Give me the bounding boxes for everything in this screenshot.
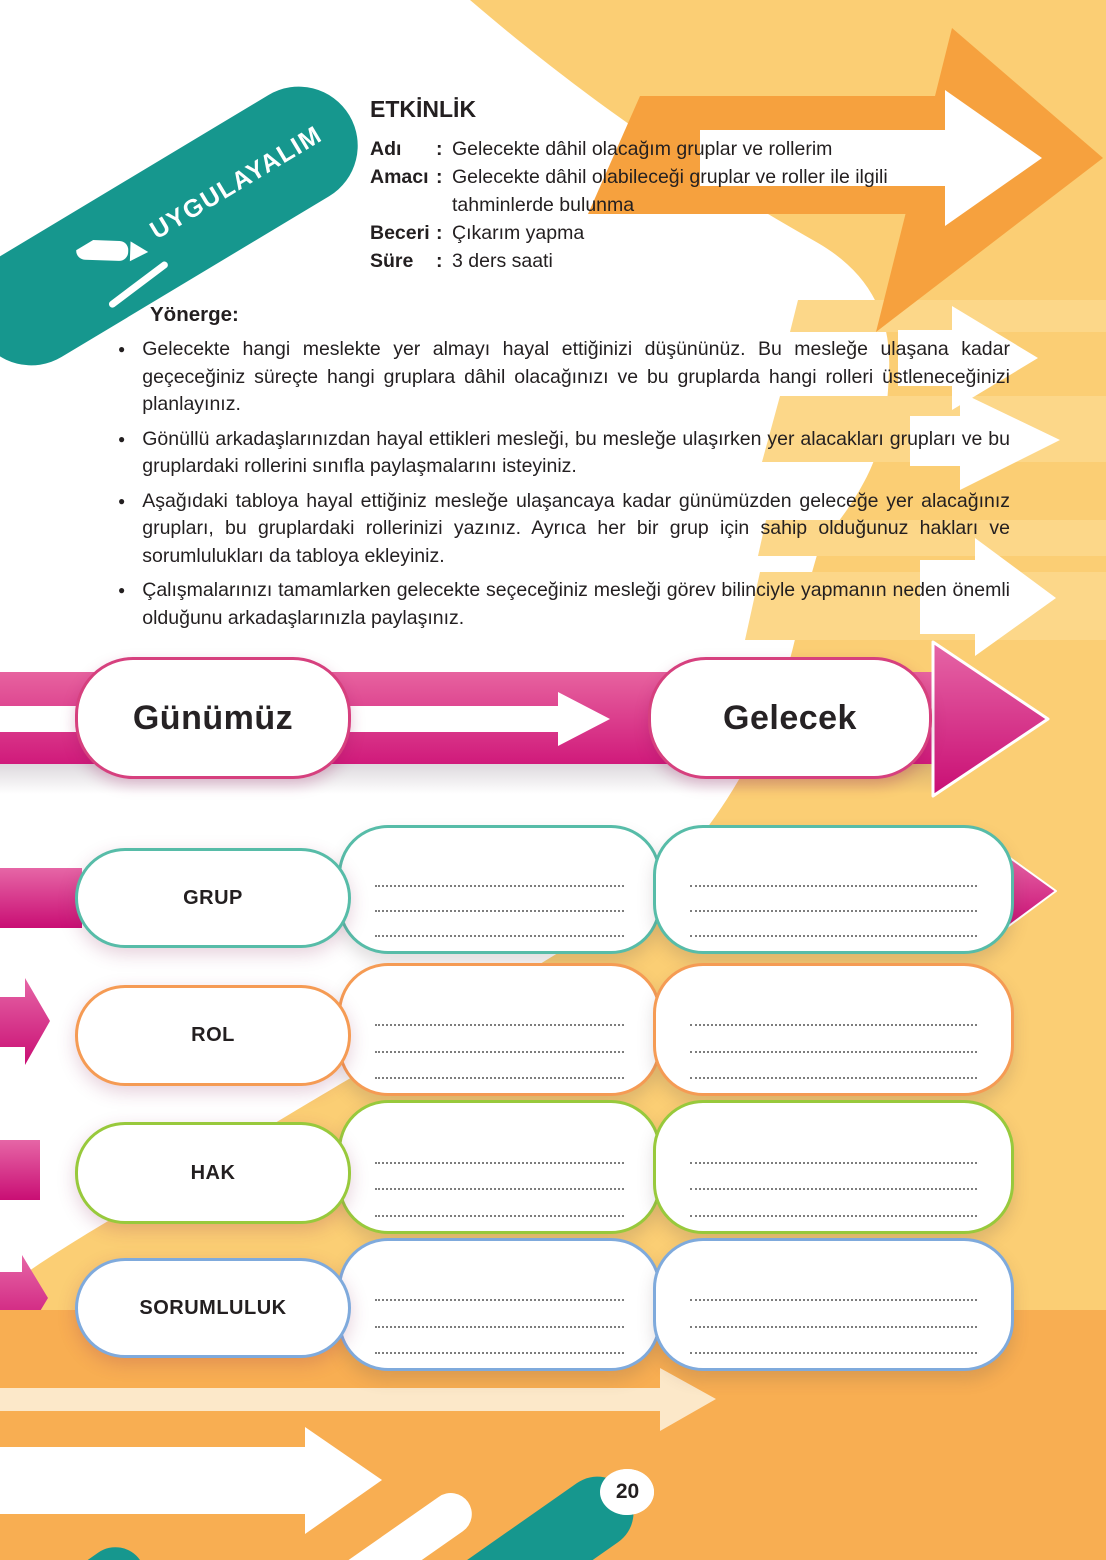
pink-stub xyxy=(0,868,82,928)
field-value: Çıkarım yapma xyxy=(452,222,585,244)
bullet-text: Gönüllü arkadaşlarınızdan hayal ettikleri mesleği, bu mesleğe ulaşırken yer alacakları grupları ve bu gruplardaki rollerini sınıfla paylaşmalarını isteyiniz. xyxy=(142,427,1010,477)
field-label: Beceri xyxy=(370,222,430,244)
dotted-line xyxy=(690,1275,977,1301)
bullet-text: Aşağıdaki tabloya hayal ettiğiniz mesleğe ulaşancaya kadar günümüzden geleceğe yer alacağınız grupları, bu gruplardaki rollerinizi yazınız. Ayrıca her bir grup için sahip olduğunuz hakları ve sorumlulukları da tabloya ekleyiniz. xyxy=(142,489,1010,567)
activity-field-duration xyxy=(370,247,980,275)
bullet-icon: ● xyxy=(118,431,126,446)
field-label: Amacı xyxy=(370,166,429,188)
direction-bullet xyxy=(118,426,1010,481)
cell-sorumluluk-gunumuz[interactable] xyxy=(338,1238,661,1371)
direction-bullet xyxy=(118,577,1010,632)
dotted-line xyxy=(375,1026,624,1052)
field-label: Adı xyxy=(370,138,402,160)
bullet-text: Gelecekte hangi meslekte yer almayı hayal ettiğinizi düşününüz. Bu mesleğe ulaşana kadar geçeceğiniz süreçte hangi gruplara dâhil olacağınızı ve bu gruplarda hangi rolleri üstleneceğinizi planlayınız. xyxy=(142,338,1010,415)
dotted-line xyxy=(375,1328,624,1354)
cell-grup-gunumuz[interactable] xyxy=(338,825,661,954)
row-label-sorumluluk: SORUMLULUK xyxy=(75,1258,351,1358)
field-label: Süre xyxy=(370,250,414,272)
dotted-line xyxy=(375,912,624,937)
dotted-line xyxy=(375,1137,624,1164)
field-colon: : xyxy=(436,250,443,272)
dotted-line xyxy=(690,1164,977,1191)
dotted-line xyxy=(690,1301,977,1327)
activity-field-name xyxy=(370,135,980,163)
column-header-gelecek: Gelecek xyxy=(648,657,932,779)
dotted-line xyxy=(375,862,624,887)
activity-block xyxy=(370,96,980,275)
cell-grup-gelecek[interactable] xyxy=(653,825,1014,954)
activity-field-skill xyxy=(370,219,980,247)
page-number: 20 xyxy=(601,1469,654,1515)
dotted-line xyxy=(375,1301,624,1327)
field-value: 3 ders saati xyxy=(452,250,553,272)
activity-field-purpose xyxy=(370,163,980,219)
directions-title: Yönerge: xyxy=(150,303,239,326)
row-label-rol: ROL xyxy=(75,985,351,1086)
dotted-line xyxy=(375,1000,624,1026)
dotted-line xyxy=(375,1164,624,1191)
field-value: Gelecekte dâhil olabileceği gruplar ve roller ile ilgili tahminlerde bulunma xyxy=(452,166,888,216)
cell-sorumluluk-gelecek[interactable] xyxy=(653,1238,1014,1371)
bullet-icon: ● xyxy=(118,583,126,597)
row-label-grup: GRUP xyxy=(75,848,351,948)
dotted-line xyxy=(690,1190,977,1217)
dotted-line xyxy=(690,1000,977,1026)
bullet-icon: ● xyxy=(118,342,126,356)
row-label-hak: HAK xyxy=(75,1122,351,1224)
dotted-line xyxy=(375,1053,624,1079)
field-colon: : xyxy=(436,166,443,188)
bullet-icon: ● xyxy=(118,493,126,508)
direction-bullet xyxy=(118,336,1010,419)
directions-block xyxy=(118,303,1010,639)
cell-rol-gunumuz[interactable] xyxy=(338,963,661,1096)
bullet-text: Çalışmalarınızı tamamlarken gelecekte seçeceğiniz mesleği görev bilinciyle yapmanın neden önemli olduğunu arkadaşlarınızla paylaşınız. xyxy=(142,579,1010,629)
direction-bullet xyxy=(118,488,1010,571)
dotted-line xyxy=(690,1053,977,1079)
pink-arrow xyxy=(0,978,50,1065)
dotted-line xyxy=(690,912,977,937)
dotted-line xyxy=(690,887,977,912)
field-colon: : xyxy=(436,138,443,160)
column-header-gunumuz: Günümüz xyxy=(75,657,351,779)
field-value: Gelecekte dâhil olacağım gruplar ve rollerim xyxy=(452,138,833,160)
cell-hak-gelecek[interactable] xyxy=(653,1100,1014,1234)
dotted-line xyxy=(375,1190,624,1217)
dotted-line xyxy=(690,1328,977,1354)
cell-rol-gelecek[interactable] xyxy=(653,963,1014,1096)
activity-title: ETKİNLİK xyxy=(370,96,477,122)
dotted-line xyxy=(690,862,977,887)
banner-label: UYGULAYALIM xyxy=(145,120,328,245)
dotted-line xyxy=(690,1137,977,1164)
dotted-line xyxy=(375,1275,624,1301)
pink-stub xyxy=(0,1140,40,1200)
cell-hak-gunumuz[interactable] xyxy=(338,1100,661,1234)
field-colon: : xyxy=(436,222,443,244)
dotted-line xyxy=(690,1026,977,1052)
dotted-line xyxy=(375,887,624,912)
